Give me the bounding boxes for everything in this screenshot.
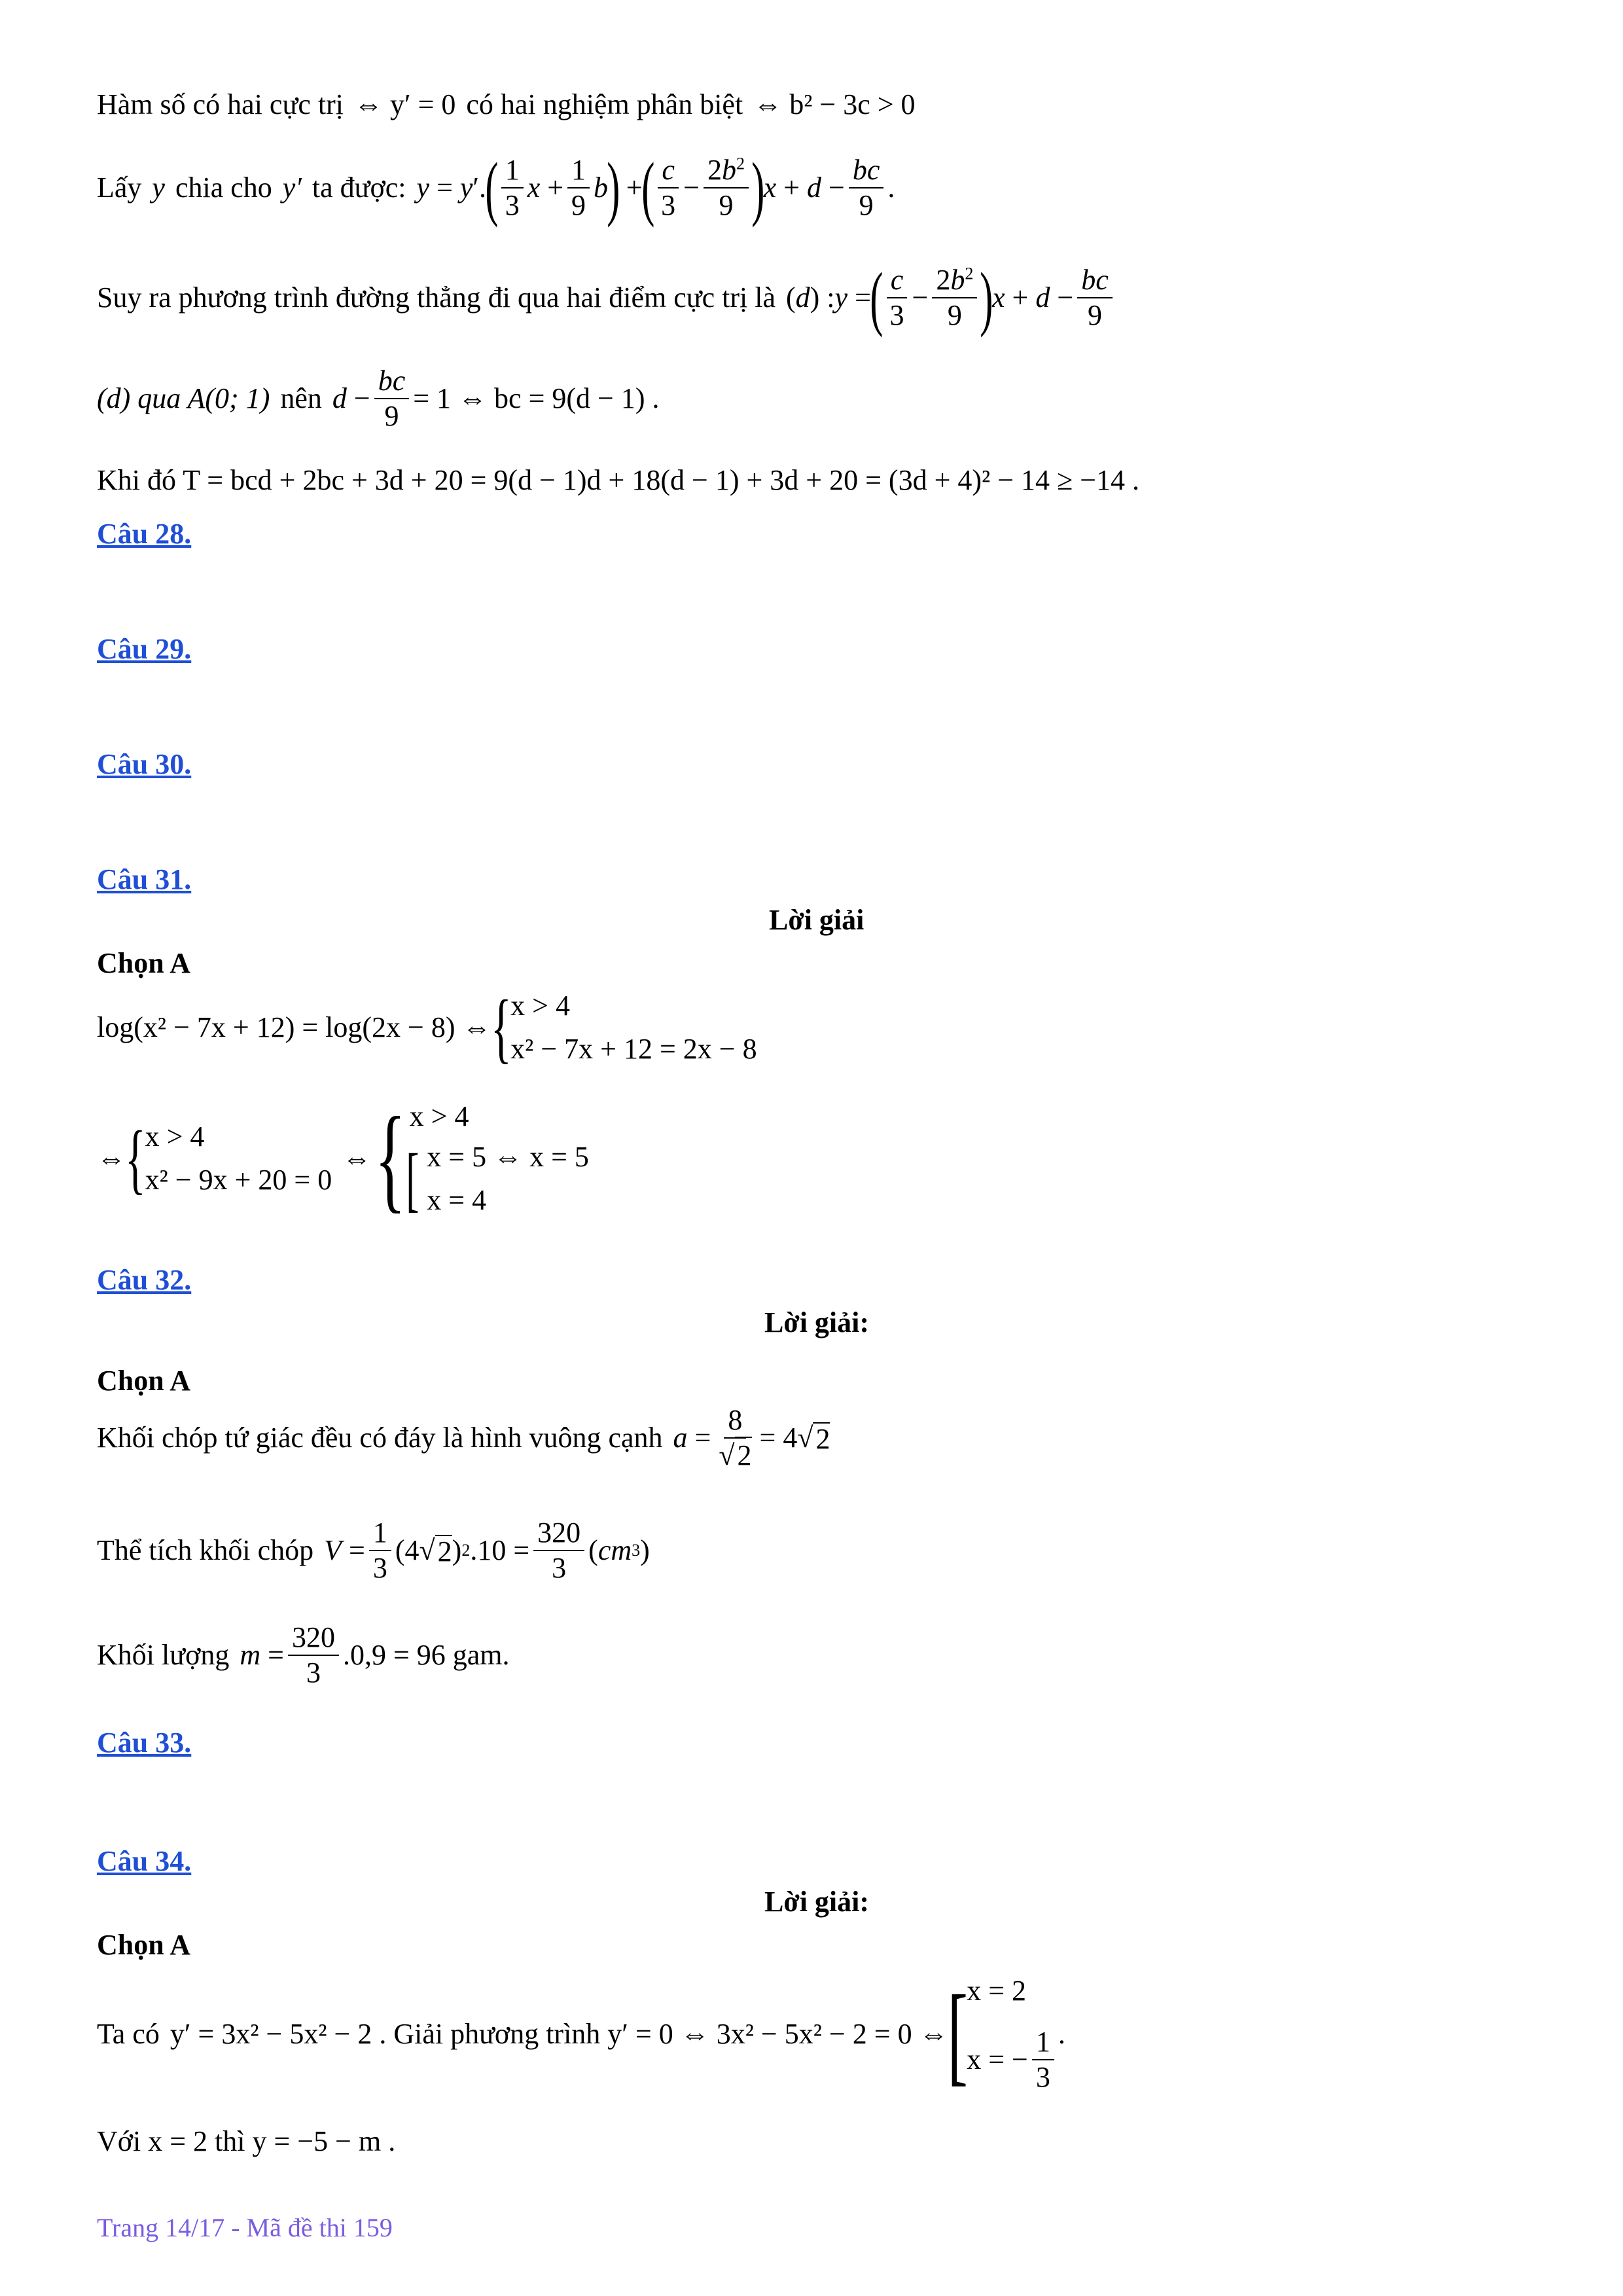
line-passes-through-A: (d) qua A(0; 1) nên d − $\frac{bc}{9}$ = 1 ⇔ bc = 9(d − 1) .	[97, 365, 660, 432]
text: Suy ra phương trình đường thẳng đi qua hai điểm cực trị là	[97, 281, 776, 314]
division-formula: y = y ′. ( $\frac{1}{3}$ x + $\frac{1}{9}$ b ) + ( $\frac{c}{3}$ − $\frac{2b^2}{9}$ ) x + d − $\frac{bc}{9}$ .	[416, 148, 895, 228]
text: Lấy	[97, 171, 142, 204]
math: log(x² − 7x + 12) = log(2x − 8) ⇔	[97, 1011, 491, 1043]
equation: x² − 9x + 20 = 0	[145, 1164, 332, 1196]
solution-heading: Lời giải:	[764, 1306, 870, 1338]
condition: x > 4	[145, 1121, 205, 1153]
text: Hàm số có hai cực trị	[97, 88, 344, 120]
var-y: y	[152, 171, 165, 204]
system-1	[510, 992, 757, 1064]
line-division	[97, 148, 895, 228]
root: x = 2	[967, 1975, 1027, 2007]
equation: x² − 7x + 12 = 2x − 8	[510, 1033, 757, 1065]
math: ⇔ y′ = 0	[353, 88, 456, 120]
math: y′ = 3x² − 5x² − 2 . Giải phương trình y′ = 0 ⇔ 3x² − 5x² − 2 = 0 ⇔	[169, 2018, 948, 2050]
line-two-extrema	[97, 90, 916, 119]
math: Với x = 2 thì y = −5 − m .	[97, 2125, 396, 2157]
q32-base-edge: Khối chóp tứ giác đều có đáy là hình vuông cạnh a = $\frac{8}{√2}$ = 4√ 2	[97, 1404, 830, 1471]
choose-answer: Chọn A	[97, 947, 191, 979]
question-29-link[interactable]: Câu 29.	[97, 633, 192, 665]
question-33-link[interactable]: Câu 33.	[97, 1727, 192, 1759]
choose-answer: Chọn A	[97, 1365, 191, 1397]
root: x = 4	[427, 1184, 487, 1216]
text: Khối lượng	[97, 1639, 230, 1671]
text: nên	[280, 382, 322, 414]
text: có hai nghiệm phân biệt	[466, 88, 743, 120]
root: x = 5 ⇔ x = 5	[427, 1141, 589, 1173]
math: = 1 ⇔ bc = 9(d − 1) .	[413, 382, 660, 414]
q34-value	[97, 2127, 395, 2156]
math: .0,9 = 96 gam.	[342, 1639, 510, 1671]
text: Ta có	[97, 2018, 160, 2050]
q31-log-equation: log(x² − 7x + 12) = log(2x − 8) ⇔ { x > 4 x² − 7x + 12 = 2x − 8	[97, 984, 757, 1071]
root: x = −	[967, 2043, 1028, 2075]
math: (d) qua A(0; 1)	[97, 382, 270, 414]
solution-heading: Lời giải:	[764, 1886, 870, 1918]
math: Khi đó T = bcd + 2bc + 3d + 20 = 9(d − 1)d + 18(d − 1) + 3d + 20 = (3d + 4)² − 14 ≥ −14 .	[97, 464, 1140, 496]
system-2	[145, 1122, 332, 1194]
condition: x > 4	[510, 990, 570, 1022]
text: Thể tích khối chóp	[97, 1534, 314, 1566]
condition: x > 4	[409, 1100, 469, 1132]
line-formula: ( d ) : y = ( $\frac{c}{3}$ − $\frac{2b^2}{9}$ ) x + d − $\frac{bc}{9}$	[786, 262, 1116, 334]
text: chia cho	[175, 171, 272, 204]
roots: x = 2 x = − $\frac{1}{3}$	[967, 1977, 1058, 2092]
question-34-link[interactable]: Câu 34.	[97, 1845, 192, 1877]
question-30-link[interactable]: Câu 30.	[97, 748, 192, 780]
text: Khối chóp tứ giác đều có đáy là hình vuông cạnh	[97, 1422, 663, 1454]
math: ⇔ b² − 3c > 0	[753, 88, 916, 120]
line-T-expression	[97, 466, 1139, 495]
q32-mass: Khối lượng m = $\frac{320}{3}$ .0,9 = 96 gam.	[97, 1621, 510, 1689]
question-32-link[interactable]: Câu 32.	[97, 1264, 192, 1296]
text: ta được:	[312, 171, 406, 204]
solution-heading: Lời giải	[769, 904, 865, 936]
q34-derivative: Ta có y′ = 3x² − 5x² − 2 . Giải phương trình y′ = 0 ⇔ 3x² − 5x² − 2 = 0 ⇔ [ x = 2 x = − $\frac{1}{3}$ .	[97, 1973, 1065, 2096]
page-footer: Trang 14/17 - Mã đề thi 159	[97, 2213, 393, 2242]
system-3: x > 4 [ x = 5 ⇔ x = 5 x = 4	[405, 1100, 589, 1219]
question-28-link[interactable]: Câu 28.	[97, 518, 192, 550]
line-line-equation	[97, 258, 1116, 338]
question-31-link[interactable]: Câu 31.	[97, 863, 192, 895]
var-yprime: y′	[282, 171, 302, 204]
q32-volume: Thể tích khối chóp V = $\frac{1}{3}$ (4√ 2 ) 2 .10 = $\frac{320}{3}$ ( cm 3 )	[97, 1516, 650, 1584]
choose-answer: Chọn A	[97, 1929, 191, 1961]
q31-equivalent-system: ⇔ { x > 4 x² − 9x + 20 = 0 ⇔ { x > 4 [ x = 5 ⇔ x = 5 x = 4	[97, 1093, 589, 1223]
